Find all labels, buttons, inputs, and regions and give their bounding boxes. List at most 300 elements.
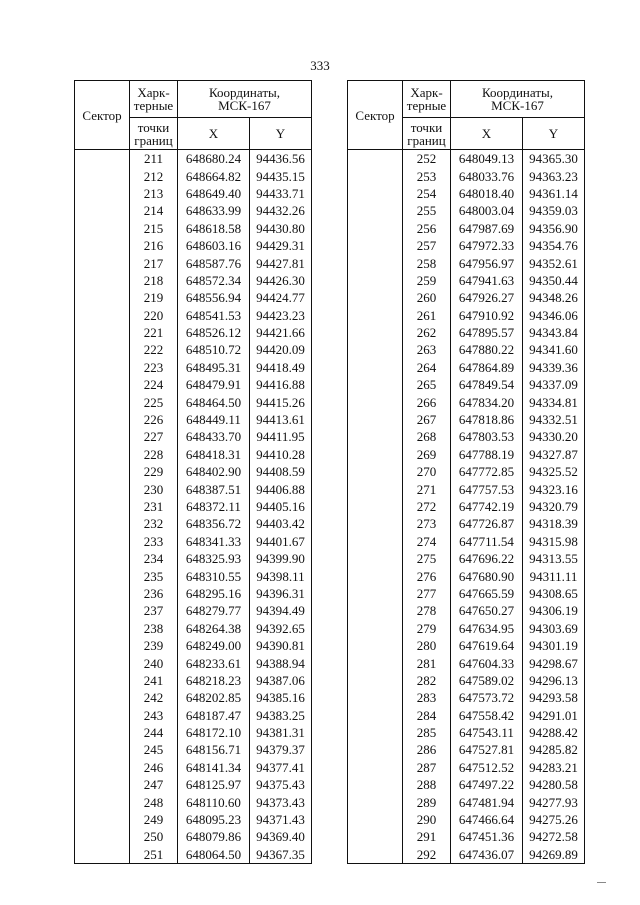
- point-cell: 242: [130, 689, 178, 706]
- x-cell: 647834.20: [451, 393, 523, 410]
- point-cell: 223: [130, 359, 178, 376]
- table-row: [348, 480, 585, 497]
- sector-cell: [75, 741, 130, 758]
- sector-cell: [348, 359, 403, 376]
- point-cell: 248: [130, 793, 178, 810]
- sector-cell: [75, 393, 130, 410]
- point-cell: 229: [130, 463, 178, 480]
- table-row: [348, 376, 585, 393]
- y-cell: 94325.52: [523, 463, 585, 480]
- point-cell: 247: [130, 776, 178, 793]
- table-row: [75, 515, 312, 532]
- y-cell: 94320.79: [523, 498, 585, 515]
- x-cell: 647665.59: [451, 585, 523, 602]
- x-cell: 648079.86: [178, 828, 250, 845]
- sector-cell: [348, 689, 403, 706]
- y-cell: 94401.67: [250, 533, 312, 550]
- sector-cell: [75, 324, 130, 341]
- point-cell: 260: [403, 289, 451, 306]
- table-row: [75, 359, 312, 376]
- sector-cell: [348, 724, 403, 741]
- sector-cell: [348, 602, 403, 619]
- point-cell: 267: [403, 411, 451, 428]
- x-cell: 647696.22: [451, 550, 523, 567]
- y-cell: 94348.26: [523, 289, 585, 306]
- x-cell: 647726.87: [451, 515, 523, 532]
- point-cell: 277: [403, 585, 451, 602]
- point-cell: 254: [403, 185, 451, 202]
- point-cell: 222: [130, 341, 178, 358]
- x-cell: 648187.47: [178, 707, 250, 724]
- x-cell: 648587.76: [178, 254, 250, 271]
- point-cell: 228: [130, 446, 178, 463]
- sector-cell: [75, 672, 130, 689]
- table-row: [348, 533, 585, 550]
- sector-cell: [75, 828, 130, 845]
- sector-cell: [75, 150, 130, 168]
- point-cell: 232: [130, 515, 178, 532]
- point-cell: 211: [130, 150, 178, 168]
- point-cell: 244: [130, 724, 178, 741]
- sector-cell: [75, 846, 130, 864]
- point-cell: 270: [403, 463, 451, 480]
- x-cell: 648341.33: [178, 533, 250, 550]
- y-cell: 94367.35: [250, 846, 312, 864]
- x-cell: 648249.00: [178, 637, 250, 654]
- sector-cell: [75, 567, 130, 584]
- y-cell: 94291.01: [523, 707, 585, 724]
- point-cell: 243: [130, 707, 178, 724]
- sector-cell: [348, 741, 403, 758]
- x-cell: 647543.11: [451, 724, 523, 741]
- point-cell: 284: [403, 707, 451, 724]
- table-row: [75, 307, 312, 324]
- point-cell: 234: [130, 550, 178, 567]
- x-cell: 647589.02: [451, 672, 523, 689]
- y-cell: 94390.81: [250, 637, 312, 654]
- sector-cell: [348, 272, 403, 289]
- point-cell: 281: [403, 654, 451, 671]
- point-cell: 251: [130, 846, 178, 864]
- coords-header: Координаты, МСК-167: [451, 81, 585, 118]
- x-cell: 647497.22: [451, 776, 523, 793]
- y-cell: 94327.87: [523, 446, 585, 463]
- sector-header: Сектор: [75, 81, 130, 150]
- y-cell: 94418.49: [250, 359, 312, 376]
- y-cell: 94413.61: [250, 411, 312, 428]
- sector-cell: [75, 376, 130, 393]
- y-cell: 94315.98: [523, 533, 585, 550]
- y-cell: 94293.58: [523, 689, 585, 706]
- table-row: [348, 254, 585, 271]
- y-cell: 94323.16: [523, 480, 585, 497]
- y-cell: 94363.23: [523, 167, 585, 184]
- table-row: [348, 515, 585, 532]
- table-row: [348, 602, 585, 619]
- y-cell: 94381.31: [250, 724, 312, 741]
- point-cell: 290: [403, 811, 451, 828]
- table-row: [348, 776, 585, 793]
- point-cell: 268: [403, 428, 451, 445]
- x-cell: 647634.95: [451, 620, 523, 637]
- x-cell: 647926.27: [451, 289, 523, 306]
- table-row: [75, 654, 312, 671]
- sector-cell: [75, 498, 130, 515]
- y-cell: 94385.16: [250, 689, 312, 706]
- y-cell: 94420.09: [250, 341, 312, 358]
- table-row: [348, 150, 585, 168]
- y-cell: 94396.31: [250, 585, 312, 602]
- sector-cell: [75, 446, 130, 463]
- table-row: [75, 254, 312, 271]
- point-cell: 240: [130, 654, 178, 671]
- points-header-cont: точки границ: [403, 118, 451, 150]
- x-cell: 647481.94: [451, 793, 523, 810]
- point-cell: 278: [403, 602, 451, 619]
- x-cell: 647956.97: [451, 254, 523, 271]
- table-row: [75, 167, 312, 184]
- y-cell: 94275.26: [523, 811, 585, 828]
- table-row: [75, 672, 312, 689]
- y-cell: 94377.41: [250, 759, 312, 776]
- table-row: [75, 202, 312, 219]
- y-cell: 94303.69: [523, 620, 585, 637]
- table-row: [75, 689, 312, 706]
- table-row: [348, 220, 585, 237]
- sector-cell: [348, 811, 403, 828]
- x-cell: 648141.34: [178, 759, 250, 776]
- sector-cell: [75, 533, 130, 550]
- x-cell: 647864.89: [451, 359, 523, 376]
- point-cell: 224: [130, 376, 178, 393]
- sector-cell: [348, 393, 403, 410]
- sector-cell: [348, 846, 403, 864]
- table-row: [348, 428, 585, 445]
- x-cell: 648018.40: [451, 185, 523, 202]
- x-cell: 648556.94: [178, 289, 250, 306]
- points-header-cont: точки границ: [130, 118, 178, 150]
- x-header: X: [451, 118, 523, 150]
- y-cell: 94416.88: [250, 376, 312, 393]
- sector-cell: [75, 793, 130, 810]
- point-cell: 258: [403, 254, 451, 271]
- table-row: [348, 707, 585, 724]
- y-cell: 94272.58: [523, 828, 585, 845]
- table-row: [348, 463, 585, 480]
- point-cell: 245: [130, 741, 178, 758]
- y-cell: 94415.26: [250, 393, 312, 410]
- sector-cell: [75, 776, 130, 793]
- sector-cell: [348, 446, 403, 463]
- sector-cell: [348, 428, 403, 445]
- sector-cell: [75, 428, 130, 445]
- y-cell: 94269.89: [523, 846, 585, 864]
- point-cell: 246: [130, 759, 178, 776]
- point-cell: 288: [403, 776, 451, 793]
- point-cell: 231: [130, 498, 178, 515]
- sector-cell: [348, 463, 403, 480]
- x-cell: 648449.11: [178, 411, 250, 428]
- sector-cell: [75, 359, 130, 376]
- page-number: 333: [310, 58, 330, 73]
- y-cell: 94426.30: [250, 272, 312, 289]
- x-cell: 648372.11: [178, 498, 250, 515]
- y-cell: 94352.61: [523, 254, 585, 271]
- sector-cell: [75, 550, 130, 567]
- point-cell: 266: [403, 393, 451, 410]
- sector-cell: [75, 480, 130, 497]
- x-cell: 648049.13: [451, 150, 523, 168]
- point-cell: 291: [403, 828, 451, 845]
- y-cell: 94356.90: [523, 220, 585, 237]
- point-cell: 285: [403, 724, 451, 741]
- y-cell: 94427.81: [250, 254, 312, 271]
- coords-header: Координаты, МСК-167: [178, 81, 312, 118]
- point-cell: 220: [130, 307, 178, 324]
- x-cell: 648172.10: [178, 724, 250, 741]
- table-row: [75, 446, 312, 463]
- sector-cell: [75, 463, 130, 480]
- table-row: [75, 324, 312, 341]
- table-row: [75, 498, 312, 515]
- table-row: [75, 341, 312, 358]
- table-row: [348, 811, 585, 828]
- table-row: [75, 846, 312, 864]
- x-cell: 647451.36: [451, 828, 523, 845]
- table-row: [348, 689, 585, 706]
- x-cell: 647742.19: [451, 498, 523, 515]
- sector-cell: [75, 185, 130, 202]
- point-cell: 280: [403, 637, 451, 654]
- sector-cell: [75, 811, 130, 828]
- x-cell: 647910.92: [451, 307, 523, 324]
- x-cell: 647466.64: [451, 811, 523, 828]
- point-cell: 239: [130, 637, 178, 654]
- x-cell: 648295.16: [178, 585, 250, 602]
- x-cell: 648464.50: [178, 393, 250, 410]
- point-cell: 262: [403, 324, 451, 341]
- sector-cell: [348, 654, 403, 671]
- y-cell: 94346.06: [523, 307, 585, 324]
- sector-header: Сектор: [348, 81, 403, 150]
- x-cell: 647436.07: [451, 846, 523, 864]
- y-cell: 94318.39: [523, 515, 585, 532]
- y-cell: 94359.03: [523, 202, 585, 219]
- table-row: [75, 620, 312, 637]
- point-cell: 216: [130, 237, 178, 254]
- point-cell: 218: [130, 272, 178, 289]
- x-cell: 648156.71: [178, 741, 250, 758]
- sector-cell: [75, 289, 130, 306]
- sector-cell: [348, 620, 403, 637]
- table-row: [75, 428, 312, 445]
- x-cell: 648618.58: [178, 220, 250, 237]
- point-cell: 226: [130, 411, 178, 428]
- table-row: [348, 237, 585, 254]
- y-cell: 94379.37: [250, 741, 312, 758]
- x-cell: 648510.72: [178, 341, 250, 358]
- table-row: [75, 376, 312, 393]
- sector-cell: [348, 237, 403, 254]
- point-cell: 235: [130, 567, 178, 584]
- sector-cell: [75, 654, 130, 671]
- point-cell: 287: [403, 759, 451, 776]
- y-cell: 94313.55: [523, 550, 585, 567]
- point-cell: 289: [403, 793, 451, 810]
- sector-cell: [348, 220, 403, 237]
- sector-cell: [75, 637, 130, 654]
- x-cell: 647987.69: [451, 220, 523, 237]
- table-row: [75, 811, 312, 828]
- point-cell: 221: [130, 324, 178, 341]
- x-cell: 647803.53: [451, 428, 523, 445]
- x-cell: 648541.53: [178, 307, 250, 324]
- y-cell: 94403.42: [250, 515, 312, 532]
- table-row: [348, 185, 585, 202]
- table-row: [75, 411, 312, 428]
- x-cell: 647527.81: [451, 741, 523, 758]
- table-row: [348, 324, 585, 341]
- x-cell: 647818.86: [451, 411, 523, 428]
- y-cell: 94436.56: [250, 150, 312, 168]
- table-row: [75, 602, 312, 619]
- points-header: Харк- терные: [403, 81, 451, 118]
- sector-cell: [75, 724, 130, 741]
- sector-cell: [75, 237, 130, 254]
- x-cell: 648003.04: [451, 202, 523, 219]
- table-row: [348, 446, 585, 463]
- y-cell: 94301.19: [523, 637, 585, 654]
- x-cell: 648325.93: [178, 550, 250, 567]
- x-cell: 648572.34: [178, 272, 250, 289]
- y-cell: 94375.43: [250, 776, 312, 793]
- x-cell: 648279.77: [178, 602, 250, 619]
- x-cell: 647849.54: [451, 376, 523, 393]
- x-cell: 648356.72: [178, 515, 250, 532]
- table-row: [75, 759, 312, 776]
- point-cell: 249: [130, 811, 178, 828]
- point-cell: 227: [130, 428, 178, 445]
- y-cell: 94387.06: [250, 672, 312, 689]
- y-cell: 94433.71: [250, 185, 312, 202]
- x-cell: 647650.27: [451, 602, 523, 619]
- sector-cell: [348, 759, 403, 776]
- table-row: [75, 220, 312, 237]
- sector-cell: [348, 793, 403, 810]
- table-row: [348, 567, 585, 584]
- y-cell: 94298.67: [523, 654, 585, 671]
- point-cell: 286: [403, 741, 451, 758]
- x-cell: 648433.70: [178, 428, 250, 445]
- sector-cell: [348, 185, 403, 202]
- sector-cell: [75, 515, 130, 532]
- point-cell: 264: [403, 359, 451, 376]
- y-cell: 94332.51: [523, 411, 585, 428]
- sector-cell: [75, 272, 130, 289]
- point-cell: 217: [130, 254, 178, 271]
- sector-cell: [75, 220, 130, 237]
- sector-cell: [75, 167, 130, 184]
- x-cell: 647788.19: [451, 446, 523, 463]
- y-cell: 94343.84: [523, 324, 585, 341]
- x-cell: 647941.63: [451, 272, 523, 289]
- point-cell: 241: [130, 672, 178, 689]
- point-cell: 279: [403, 620, 451, 637]
- x-cell: 648680.24: [178, 150, 250, 168]
- sector-cell: [348, 550, 403, 567]
- table-row: [348, 846, 585, 864]
- table-row: [75, 585, 312, 602]
- point-cell: 215: [130, 220, 178, 237]
- sector-cell: [75, 759, 130, 776]
- point-cell: 261: [403, 307, 451, 324]
- y-cell: 94365.30: [523, 150, 585, 168]
- x-cell: 648603.16: [178, 237, 250, 254]
- point-cell: 259: [403, 272, 451, 289]
- point-cell: 265: [403, 376, 451, 393]
- y-cell: 94354.76: [523, 237, 585, 254]
- table-row: [75, 185, 312, 202]
- table-row: [348, 411, 585, 428]
- y-cell: 94369.40: [250, 828, 312, 845]
- point-cell: 219: [130, 289, 178, 306]
- y-cell: 94392.65: [250, 620, 312, 637]
- x-cell: 648479.91: [178, 376, 250, 393]
- sector-cell: [348, 150, 403, 168]
- point-cell: 274: [403, 533, 451, 550]
- point-cell: 237: [130, 602, 178, 619]
- y-cell: 94398.11: [250, 567, 312, 584]
- x-cell: 647558.42: [451, 707, 523, 724]
- point-cell: 263: [403, 341, 451, 358]
- point-cell: 236: [130, 585, 178, 602]
- table-row: [75, 272, 312, 289]
- sector-cell: [348, 307, 403, 324]
- table-row: [348, 341, 585, 358]
- point-cell: 275: [403, 550, 451, 567]
- table-row: [348, 585, 585, 602]
- x-cell: 648387.51: [178, 480, 250, 497]
- x-cell: 648233.61: [178, 654, 250, 671]
- table-row: [348, 620, 585, 637]
- y-cell: 94408.59: [250, 463, 312, 480]
- y-cell: 94361.14: [523, 185, 585, 202]
- x-cell: 648125.97: [178, 776, 250, 793]
- y-cell: 94311.11: [523, 567, 585, 584]
- y-cell: 94296.13: [523, 672, 585, 689]
- table-row: [348, 724, 585, 741]
- sector-cell: [348, 289, 403, 306]
- point-cell: 276: [403, 567, 451, 584]
- sector-cell: [348, 533, 403, 550]
- table-row: [348, 672, 585, 689]
- table-row: [75, 289, 312, 306]
- sector-cell: [348, 376, 403, 393]
- coordinates-table-left: [74, 80, 312, 864]
- points-header: Харк- терные: [130, 81, 178, 118]
- y-cell: 94371.43: [250, 811, 312, 828]
- x-cell: 648495.31: [178, 359, 250, 376]
- table-row: [348, 307, 585, 324]
- scan-mark: [597, 882, 606, 883]
- y-cell: 94306.19: [523, 602, 585, 619]
- y-cell: 94388.94: [250, 654, 312, 671]
- point-cell: 271: [403, 480, 451, 497]
- y-cell: 94406.88: [250, 480, 312, 497]
- table-row: [75, 463, 312, 480]
- x-cell: 648033.76: [451, 167, 523, 184]
- point-cell: 292: [403, 846, 451, 864]
